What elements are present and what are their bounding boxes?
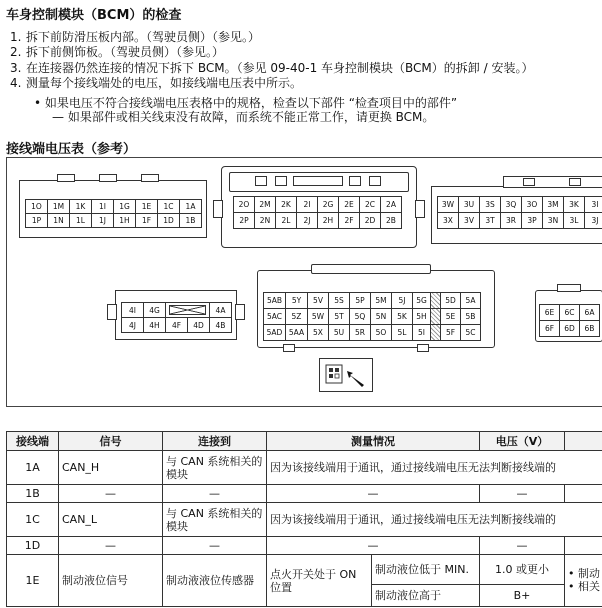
pin: 4B	[210, 318, 232, 333]
view-direction-icon	[319, 358, 373, 392]
table-row: 1D — — — —	[7, 537, 602, 555]
table-row: 1B — — — —	[7, 485, 602, 503]
pin: 5AC	[264, 309, 286, 325]
pin: 5P	[350, 293, 371, 309]
pin: 5AD	[264, 325, 286, 341]
pin: 5C	[461, 325, 481, 341]
connector-5-pins	[263, 292, 481, 341]
header-signal: 信号	[59, 432, 163, 451]
pin: 3P	[522, 213, 543, 229]
pin: 2O	[234, 197, 255, 213]
table-row: 制动液位高于 B+	[7, 585, 602, 607]
pin: 2A	[381, 197, 402, 213]
pin: 3R	[501, 213, 522, 229]
pin: 3S	[480, 197, 501, 213]
table-row: 1A CAN_H 与 CAN 系统相关的模块 因为该接线端用于通讯，通过接线端电压无法判断接线端的	[7, 451, 602, 485]
pin: 3W	[438, 197, 459, 213]
pin-divider	[431, 309, 441, 325]
pin: 2G	[318, 197, 339, 213]
pin: 2M	[255, 197, 276, 213]
pin: 5E	[441, 309, 461, 325]
header-extra	[565, 432, 602, 451]
pin: 1I	[92, 200, 114, 214]
pin: 4I	[122, 303, 144, 318]
pin: 2L	[276, 213, 297, 229]
pin: 2P	[234, 213, 255, 229]
pin: 3J	[585, 213, 602, 229]
pin: 1F	[136, 214, 158, 228]
pin: 1K	[70, 200, 92, 214]
pin: 3Q	[501, 197, 522, 213]
pin: 2N	[255, 213, 276, 229]
table-row: 1E 制动液位信号 制动液液位传感器 点火开关处于 ON 位置 制动液位低于 MIN. 1.0 或更小 • 制动 • 相关	[7, 555, 602, 585]
pin: 1A	[180, 200, 202, 214]
pin: 5N	[371, 309, 392, 325]
pin: 1C	[158, 200, 180, 214]
pin: 5S	[329, 293, 350, 309]
pin: 5Y	[286, 293, 308, 309]
pin-divider	[431, 325, 441, 341]
pin: 6A	[580, 305, 600, 321]
pin: 5A	[461, 293, 481, 309]
pin: 4G	[144, 303, 166, 318]
pin: 4H	[144, 318, 166, 333]
pin: 1E	[136, 200, 158, 214]
dash-note: — 如果部件或相关线束没有故障，而系统不能正常工作，请更换 BCM。	[52, 110, 435, 124]
pin: 4A	[210, 303, 232, 318]
connector-2-pins	[233, 196, 402, 229]
pin: 3M	[543, 197, 564, 213]
pin: 3X	[438, 213, 459, 229]
step-4: 4. 测量每个接线端处的电压，如接线端电压表中所示。	[10, 76, 303, 90]
pin: 1N	[48, 214, 70, 228]
pin: 1J	[92, 214, 114, 228]
connector-diagram	[6, 157, 602, 407]
header-terminal: 接线端	[7, 432, 59, 451]
step-3: 3. 在连接器仍然连接的情况下拆下 BCM。（参见 09-40-1 车身控制模块（BCM）的拆卸 / 安装。）	[10, 61, 534, 75]
pin: 5Q	[350, 309, 371, 325]
pin: 5F	[441, 325, 461, 341]
pin: 6E	[540, 305, 560, 321]
connector-6-pins	[539, 304, 600, 337]
pin: 5H	[413, 309, 431, 325]
pin: 2B	[381, 213, 402, 229]
connector-3-pins	[437, 196, 602, 229]
pin: 5B	[461, 309, 481, 325]
pin: 5T	[329, 309, 350, 325]
pin: 5R	[350, 325, 371, 341]
section-title: 接线端电压表（参考）	[6, 142, 137, 157]
pin: 3O	[522, 197, 543, 213]
pin: 5AA	[286, 325, 308, 341]
pin: 2H	[318, 213, 339, 229]
pin: 5J	[392, 293, 413, 309]
pin: 5V	[308, 293, 329, 309]
step-2: 2. 拆下前侧饰板。（驾驶员侧）（参见。）	[10, 45, 225, 59]
pin: 1P	[26, 214, 48, 228]
pin: 5W	[308, 309, 329, 325]
pin: 5U	[329, 325, 350, 341]
pin: 5D	[441, 293, 461, 309]
pin: 6F	[540, 321, 560, 337]
pin: 2K	[276, 197, 297, 213]
pin: 2C	[360, 197, 381, 213]
table-row: 1C CAN_L 与 CAN 系统相关的模块 因为该接线端用于通讯，通过接线端电压无法判断接线端的	[7, 503, 602, 537]
pin-key	[166, 303, 210, 318]
pin: 5L	[392, 325, 413, 341]
pin: 5K	[392, 309, 413, 325]
pin: 2I	[297, 197, 318, 213]
pin: 1O	[26, 200, 48, 214]
pin: 6D	[560, 321, 580, 337]
pin: 3I	[585, 197, 602, 213]
pin: 2D	[360, 213, 381, 229]
pin: 5G	[413, 293, 431, 309]
header-condition: 测量情况	[267, 432, 480, 451]
pin: 1G	[114, 200, 136, 214]
pin: 6B	[580, 321, 600, 337]
pin: 2J	[297, 213, 318, 229]
pin: 3V	[459, 213, 480, 229]
pin: 4F	[166, 318, 188, 333]
pin: 5Z	[286, 309, 308, 325]
header-connected: 连接到	[163, 432, 267, 451]
pin: 1H	[114, 214, 136, 228]
pin: 3U	[459, 197, 480, 213]
page-title: 车身控制模块（BCM）的检查	[6, 8, 182, 23]
pin: 6C	[560, 305, 580, 321]
pin: 5X	[308, 325, 329, 341]
pin: 1M	[48, 200, 70, 214]
pin: 3L	[564, 213, 585, 229]
pin: 1L	[70, 214, 92, 228]
pin: 2F	[339, 213, 360, 229]
pin: 4J	[122, 318, 144, 333]
pin: 2E	[339, 197, 360, 213]
pin: 3T	[480, 213, 501, 229]
connector-1-pins	[25, 199, 202, 228]
step-1: 1. 拆下前防滑压板内部。（驾驶员侧）（参见。）	[10, 30, 261, 44]
terminal-voltage-table	[6, 431, 602, 607]
pin: 4D	[188, 318, 210, 333]
connector-4-pins	[121, 302, 232, 333]
pin: 1B	[180, 214, 202, 228]
header-voltage: 电压（V）	[480, 432, 565, 451]
pin: 3N	[543, 213, 564, 229]
pin-divider	[431, 293, 441, 309]
pin: 3K	[564, 197, 585, 213]
bullet-note: • 如果电压不符合接线端电压表格中的规格，检查以下部件 “检查项目中的部件”	[34, 96, 458, 110]
pin: 5AB	[264, 293, 286, 309]
pin: 5O	[371, 325, 392, 341]
pin: 1D	[158, 214, 180, 228]
pin: 5I	[413, 325, 431, 341]
pin: 5M	[371, 293, 392, 309]
